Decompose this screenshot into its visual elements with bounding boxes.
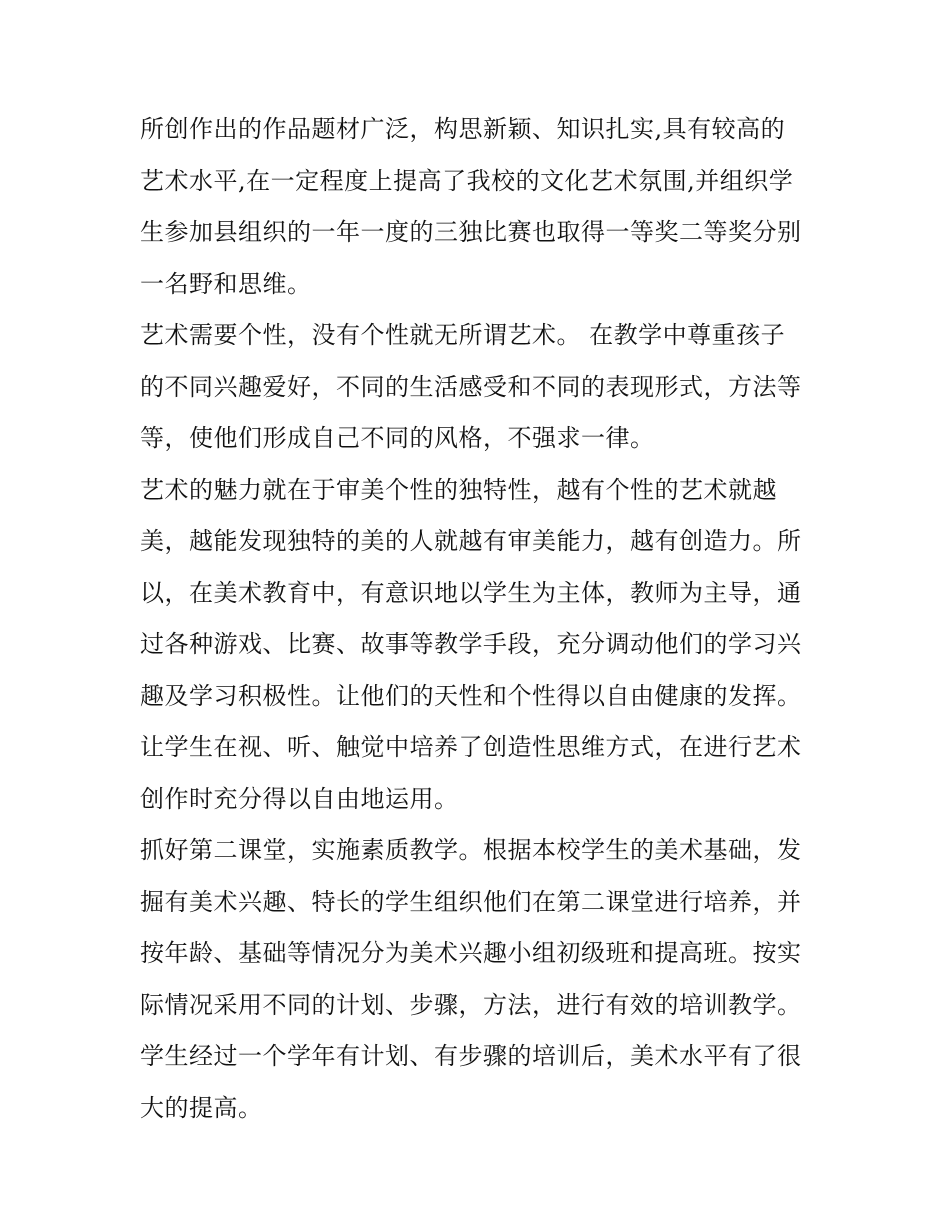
text-line: 艺术的魅力就在于审美个性的独特性，越有个性的艺术就越 (140, 475, 777, 504)
text-line: 让学生在视、听、触觉中培养了创造性思维方式，在进行艺术 (140, 733, 802, 761)
text-line: 艺术水平,在一定程度上提高了我校的文化艺术氛围,并组织学 (140, 166, 794, 195)
text-line: 学生经过一个学年有计划、有步骤的培训后，美术水平有了很 (140, 1042, 802, 1070)
text-line: 等，使他们形成自己不同的风格，不强求一律。 (140, 424, 655, 452)
text-line: 的不同兴趣爱好，不同的生活感受和不同的表现形式，方法等 (140, 372, 802, 401)
text-line: 一名野和思维。 (140, 269, 312, 298)
text-line: 按年龄、基础等情况分为美术兴趣小组初级班和提高班。按实 (140, 939, 802, 967)
text-line: 所创作出的作品题材广泛，构思新颖、知识扎实,具有较高的 (140, 115, 786, 143)
text-line: 生参加县组织的一年一度的三独比赛也取得一等奖二等奖分别 (140, 218, 802, 246)
text-line: 美，越能发现独特的美的人就越有审美能力，越有创造力。所 (140, 527, 802, 555)
text-line: 过各种游戏、比赛、故事等教学手段，充分调动他们的学习兴 (140, 630, 802, 658)
text-line: 际情况采用不同的计划、步骤，方法，进行有效的培训教学。 (140, 990, 802, 1019)
text-line: 创作时充分得以自由地运用。 (140, 784, 459, 813)
text-line: 抓好第二课堂，实施素质教学。根据本校学生的美术基础，发 (140, 836, 802, 864)
text-line: 艺术需要个性，没有个性就无所谓艺术。 在教学中尊重孩子 (140, 321, 786, 349)
text-line: 趣及学习积极性。让他们的天性和个性得以自由健康的发挥。 (140, 681, 802, 710)
text-line: 掘有美术兴趣、特长的学生组织他们在第二课堂进行培养，并 (140, 887, 802, 916)
text-line: 大的提高。 (140, 1093, 263, 1122)
body-text (140, 104, 820, 1134)
text-line: 以，在美术教育中，有意识地以学生为主体，教师为主导，通 (140, 578, 802, 607)
